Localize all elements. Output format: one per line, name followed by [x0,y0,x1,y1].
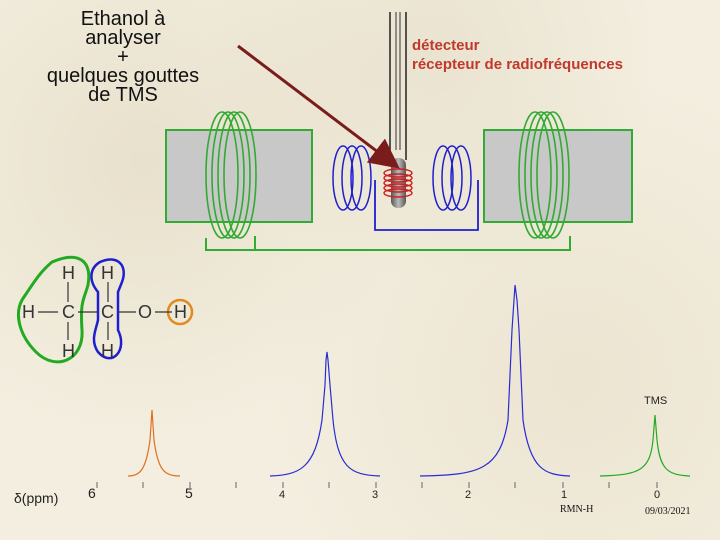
detector-line-2: récepteur de radiofréquences [412,56,623,73]
sample-line-4: quelques gouttes [46,65,200,87]
magnet-left [166,130,312,222]
nmr-spectrum [128,285,690,476]
atom-h-oh: H [174,302,187,322]
atom-c-2: C [101,302,114,322]
tick-5: 5 [185,485,193,501]
peak-tms [600,415,690,476]
peak-oh [128,410,180,476]
tms-label: TMS [644,395,668,407]
tick-3: 3 [372,489,379,501]
sample-line-3: + [117,46,129,68]
atom-h-top-2: H [101,263,114,283]
atom-h-bottom-2: H [101,341,114,361]
atom-h-left: H [22,302,35,322]
ppm-axis [97,482,657,488]
peak-ch2 [270,352,380,476]
magnet-wire [206,236,570,250]
probe-wire [375,180,478,230]
magnet-right [484,130,632,222]
sample-line-1: Ethanol à [80,8,166,30]
tick-2: 2 [465,489,472,501]
footer-date: 09/03/2021 [645,506,691,517]
sample-line-2: analyser [85,27,161,49]
atom-c-1: C [62,302,75,322]
tick-6: 6 [88,485,96,501]
atom-h-top-1: H [62,263,75,283]
tick-0: 0 [654,489,661,501]
atom-o: O [138,302,153,322]
footer-left: RMN-H [560,504,594,515]
tick-4: 4 [279,489,286,501]
detector-line-1: détecteur [412,37,480,54]
ethanol-molecule [18,257,192,362]
atom-h-bottom-1: H [62,341,75,361]
tick-1: 1 [561,489,568,501]
ppm-axis-label: δ(ppm) [14,490,59,506]
peak-ch3 [420,285,570,476]
sample-line-5: de TMS [88,84,158,106]
